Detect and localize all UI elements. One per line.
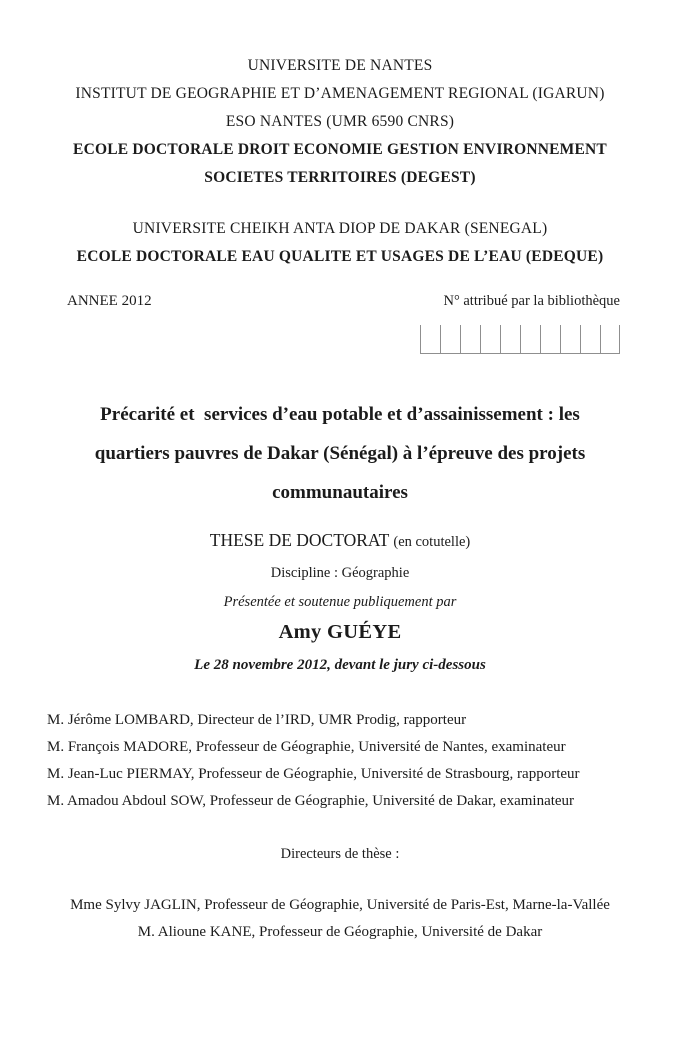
jury-list [0, 707, 680, 815]
library-number-cell [460, 325, 480, 353]
library-number-cell [440, 325, 460, 353]
library-number-cell [420, 325, 440, 353]
library-number-cell [500, 325, 520, 353]
university-nantes-line: UNIVERSITE DE NANTES [247, 57, 433, 74]
cotutelle-text: (en cotutelle) [393, 534, 471, 550]
library-number-boxes [420, 325, 620, 354]
header-dakar-block [0, 215, 680, 271]
library-number-cell [480, 325, 500, 353]
library-number-cell [600, 325, 620, 353]
ecole-edeque-line: ECOLE DOCTORALE EAU QUALITE ET USAGES DE L’EAU (EDEQUE) [76, 248, 604, 265]
library-number-boxes-wrap [0, 325, 680, 354]
year-label: ANNEE 2012 [67, 293, 152, 309]
thesis-type-label: THESE DE DOCTORAT [209, 530, 389, 550]
thesis-title-line-3: communautaires [272, 482, 408, 503]
ecole-degest-line-2: SOCIETES TERRITOIRES (DEGEST) [204, 169, 476, 186]
library-number-cell [580, 325, 600, 353]
eso-nantes-line: ESO NANTES (UMR 6590 CNRS) [225, 113, 455, 130]
university-dakar-line: UNIVERSITE CHEIKH ANTA DIOP DE DAKAR (SENEGAL) [132, 220, 548, 237]
thesis-title [0, 395, 680, 512]
header-nantes-block [0, 52, 680, 192]
library-number-cell [520, 325, 540, 353]
library-number-label: N° attribué par la bibliothèque [443, 293, 620, 309]
cotutelle-label [393, 534, 470, 550]
presented-by-label: Présentée et soutenue publiquement par [223, 594, 457, 610]
thesis-title-line-2: quartiers pauvres de Dakar (Sénégal) à l’épreuve des projets [94, 443, 586, 464]
jury-member: M. Jérôme LOMBARD, Directeur de l’IRD, UMR Prodig, rapporteur [47, 712, 467, 728]
discipline-label: Discipline : Géographie [270, 565, 410, 581]
directors-heading: Directeurs de thèse : [280, 846, 400, 862]
jury-member: M. François MADORE, Professeur de Géographie, Université de Nantes, examinateur [47, 739, 566, 755]
library-number-cell [560, 325, 580, 353]
director-entry: M. Alioune KANE, Professeur de Géographie, Université de Dakar [137, 924, 543, 940]
directors-list [0, 892, 680, 946]
thesis-title-line-1: Précarité et services d’eau potable et d’assainissement : les [100, 404, 580, 425]
jury-member: M. Jean-Luc PIERMAY, Professeur de Géographie, Université de Strasbourg, rapporteur [47, 766, 580, 782]
ecole-degest-line-1: ECOLE DOCTORALE DROIT ECONOMIE GESTION ENVIRONNEMENT [73, 141, 607, 158]
library-number-cell [540, 325, 560, 353]
director-entry: Mme Sylvy JAGLIN, Professeur de Géographie, Université de Paris-Est, Marne-la-Vallée [70, 897, 610, 913]
institute-igarun-line: INSTITUT DE GEOGRAPHIE ET D’AMENAGEMENT REGIONAL (IGARUN) [75, 85, 605, 102]
defense-date: Le 28 novembre 2012, devant le jury ci-dessous [194, 657, 486, 673]
jury-member: M. Amadou Abdoul SOW, Professeur de Géographie, Université de Dakar, examinateur [47, 793, 575, 809]
author-name: Amy GUÉYE [278, 621, 402, 643]
year-library-row [0, 290, 680, 312]
thesis-type-row [0, 527, 680, 555]
